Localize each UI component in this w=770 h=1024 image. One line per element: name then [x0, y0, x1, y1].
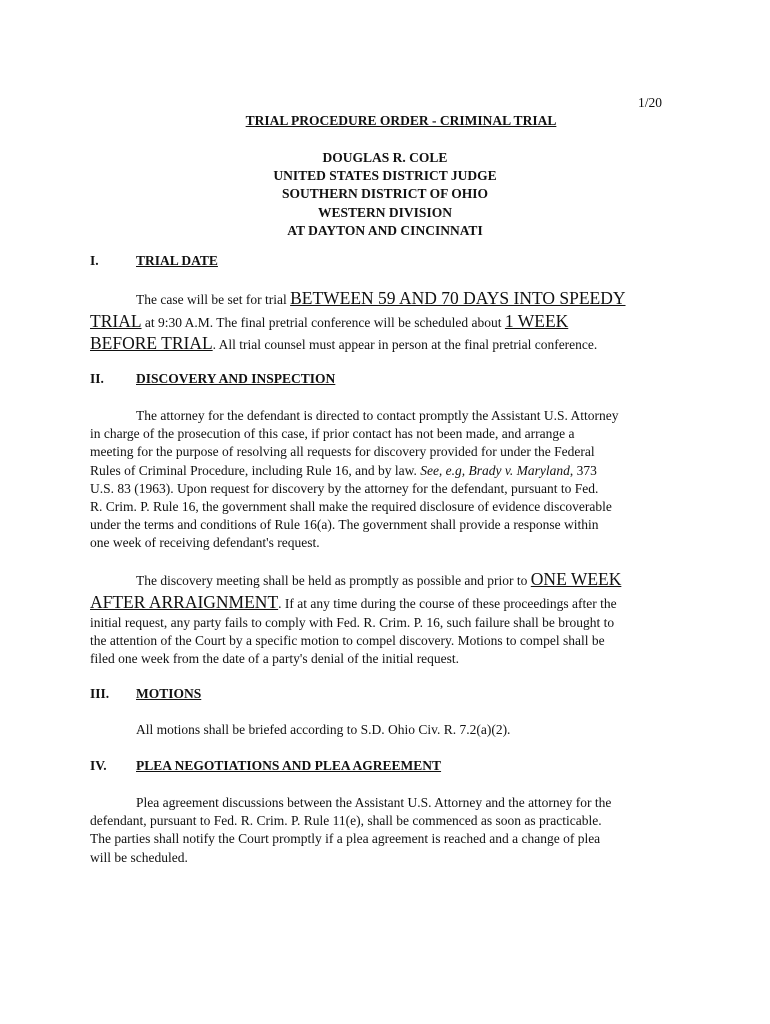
text-line: the attention of the Court by a specific motion to compel discovery. Motions to compel shall be: [90, 633, 605, 649]
text-line: [90, 333, 675, 356]
court-location: AT DAYTON AND CINCINNATI: [287, 222, 483, 238]
court-division: WESTERN DIVISION: [318, 204, 452, 220]
section-heading-trial-date: [90, 253, 218, 269]
text-run: . If at any time during the course of these proceedings after the: [278, 595, 617, 611]
text-line: The parties shall notify the Court promptly if a plea agreement is reached and a change of plea: [90, 831, 601, 847]
text-line: [90, 592, 675, 615]
form-fill-trial-window: BETWEEN 59 AND 70 DAYS INTO SPEEDY: [290, 288, 626, 308]
text-run: The case will be set for trial: [136, 292, 291, 307]
section-heading-discovery: [90, 371, 335, 387]
text-line: [90, 311, 675, 334]
section-title: TRIAL DATE: [136, 253, 218, 268]
text-line: [90, 288, 675, 311]
text-line: R. Crim. P. Rule 16, the government shall make the required disclosure of evidence discoverable: [90, 499, 612, 515]
text-line: The attorney for the defendant is directed to contact promptly the Assistant U.S. Attorney: [136, 408, 619, 423]
court-district: SOUTHERN DISTRICT OF OHIO: [282, 186, 488, 202]
paragraph-discovery-meeting: [90, 569, 675, 669]
section-number: II.: [90, 371, 104, 386]
form-fill-discovery-deadline: AFTER ARRAIGNMENT: [90, 591, 279, 612]
text-line: will be scheduled.: [90, 849, 188, 865]
text-line: filed one week from the date of a party's denial of the initial request.: [90, 651, 460, 667]
section-heading-motions: [90, 686, 201, 702]
paragraph-plea: [90, 794, 675, 867]
text-line: initial request, any party fails to comply with Fed. R. Crim. P. 16, such failure shall be brought to: [90, 615, 615, 630]
paragraph-trial-date: [90, 288, 675, 356]
text-run: . All trial counsel must appear in person at the final pretrial conference.: [212, 337, 598, 352]
text-run: at 9:30 A.M. The final pretrial conference will be scheduled about: [141, 314, 505, 330]
text-line: [90, 569, 675, 592]
text-line: All motions shall be briefed according to S.D. Ohio Civ. R. 7.2(a)(2).: [136, 722, 511, 737]
judge-title: UNITED STATES DISTRICT JUDGE: [273, 168, 497, 184]
text-run: , 373: [569, 462, 597, 478]
document-title: TRIAL PROCEDURE ORDER - CRIMINAL TRIAL: [245, 113, 557, 128]
section-title: MOTIONS: [136, 686, 202, 701]
text-line: U.S. 83 (1963). Upon request for discovery by the attorney for the defendant, pursuant to Fed.: [90, 480, 599, 496]
case-citation: See, e.g, Brady v. Maryland: [420, 462, 570, 478]
section-number: III.: [90, 686, 110, 701]
text-line: under the terms and conditions of Rule 16(a). The government shall provide a response within: [90, 517, 599, 533]
text-line: one week of receiving defendant's request.: [90, 535, 320, 551]
section-title: DISCOVERY AND INSPECTION: [136, 371, 336, 386]
page-number: 1/20: [637, 95, 662, 110]
form-fill-discovery-deadline: ONE WEEK: [530, 569, 622, 589]
text-line: defendant, pursuant to Fed. R. Crim. P. Rule 11(e), shall be commenced as soon as practicable.: [90, 813, 602, 829]
section-number: IV.: [90, 758, 107, 773]
paragraph-discovery-contact: [90, 407, 675, 553]
form-fill-conference-timing: BEFORE TRIAL: [90, 333, 213, 353]
text-run: The discovery meeting shall be held as promptly as possible and prior to: [136, 573, 531, 588]
section-heading-plea: [90, 758, 441, 774]
form-fill-trial-window: TRIAL: [90, 310, 142, 331]
text-run: Rules of Criminal Procedure, including Rule 16, and by law.: [90, 462, 421, 478]
paragraph-motions: [90, 721, 675, 739]
judge-name: DOUGLAS R. COLE: [322, 150, 448, 165]
text-line: [90, 462, 675, 480]
text-line: Plea agreement discussions between the Assistant U.S. Attorney and the attorney for the: [136, 795, 612, 810]
text-line: meeting for the purpose of resolving all requests for discovery provided for under the Federal: [90, 444, 595, 460]
text-line: in charge of the prosecution of this case, if prior contact has not been made, and arrange a: [90, 426, 575, 442]
court-header: [0, 149, 770, 240]
form-fill-conference-timing: 1 WEEK: [504, 310, 569, 331]
section-title: PLEA NEGOTIATIONS AND PLEA AGREEMENT: [136, 758, 442, 773]
section-number: I.: [90, 253, 99, 268]
